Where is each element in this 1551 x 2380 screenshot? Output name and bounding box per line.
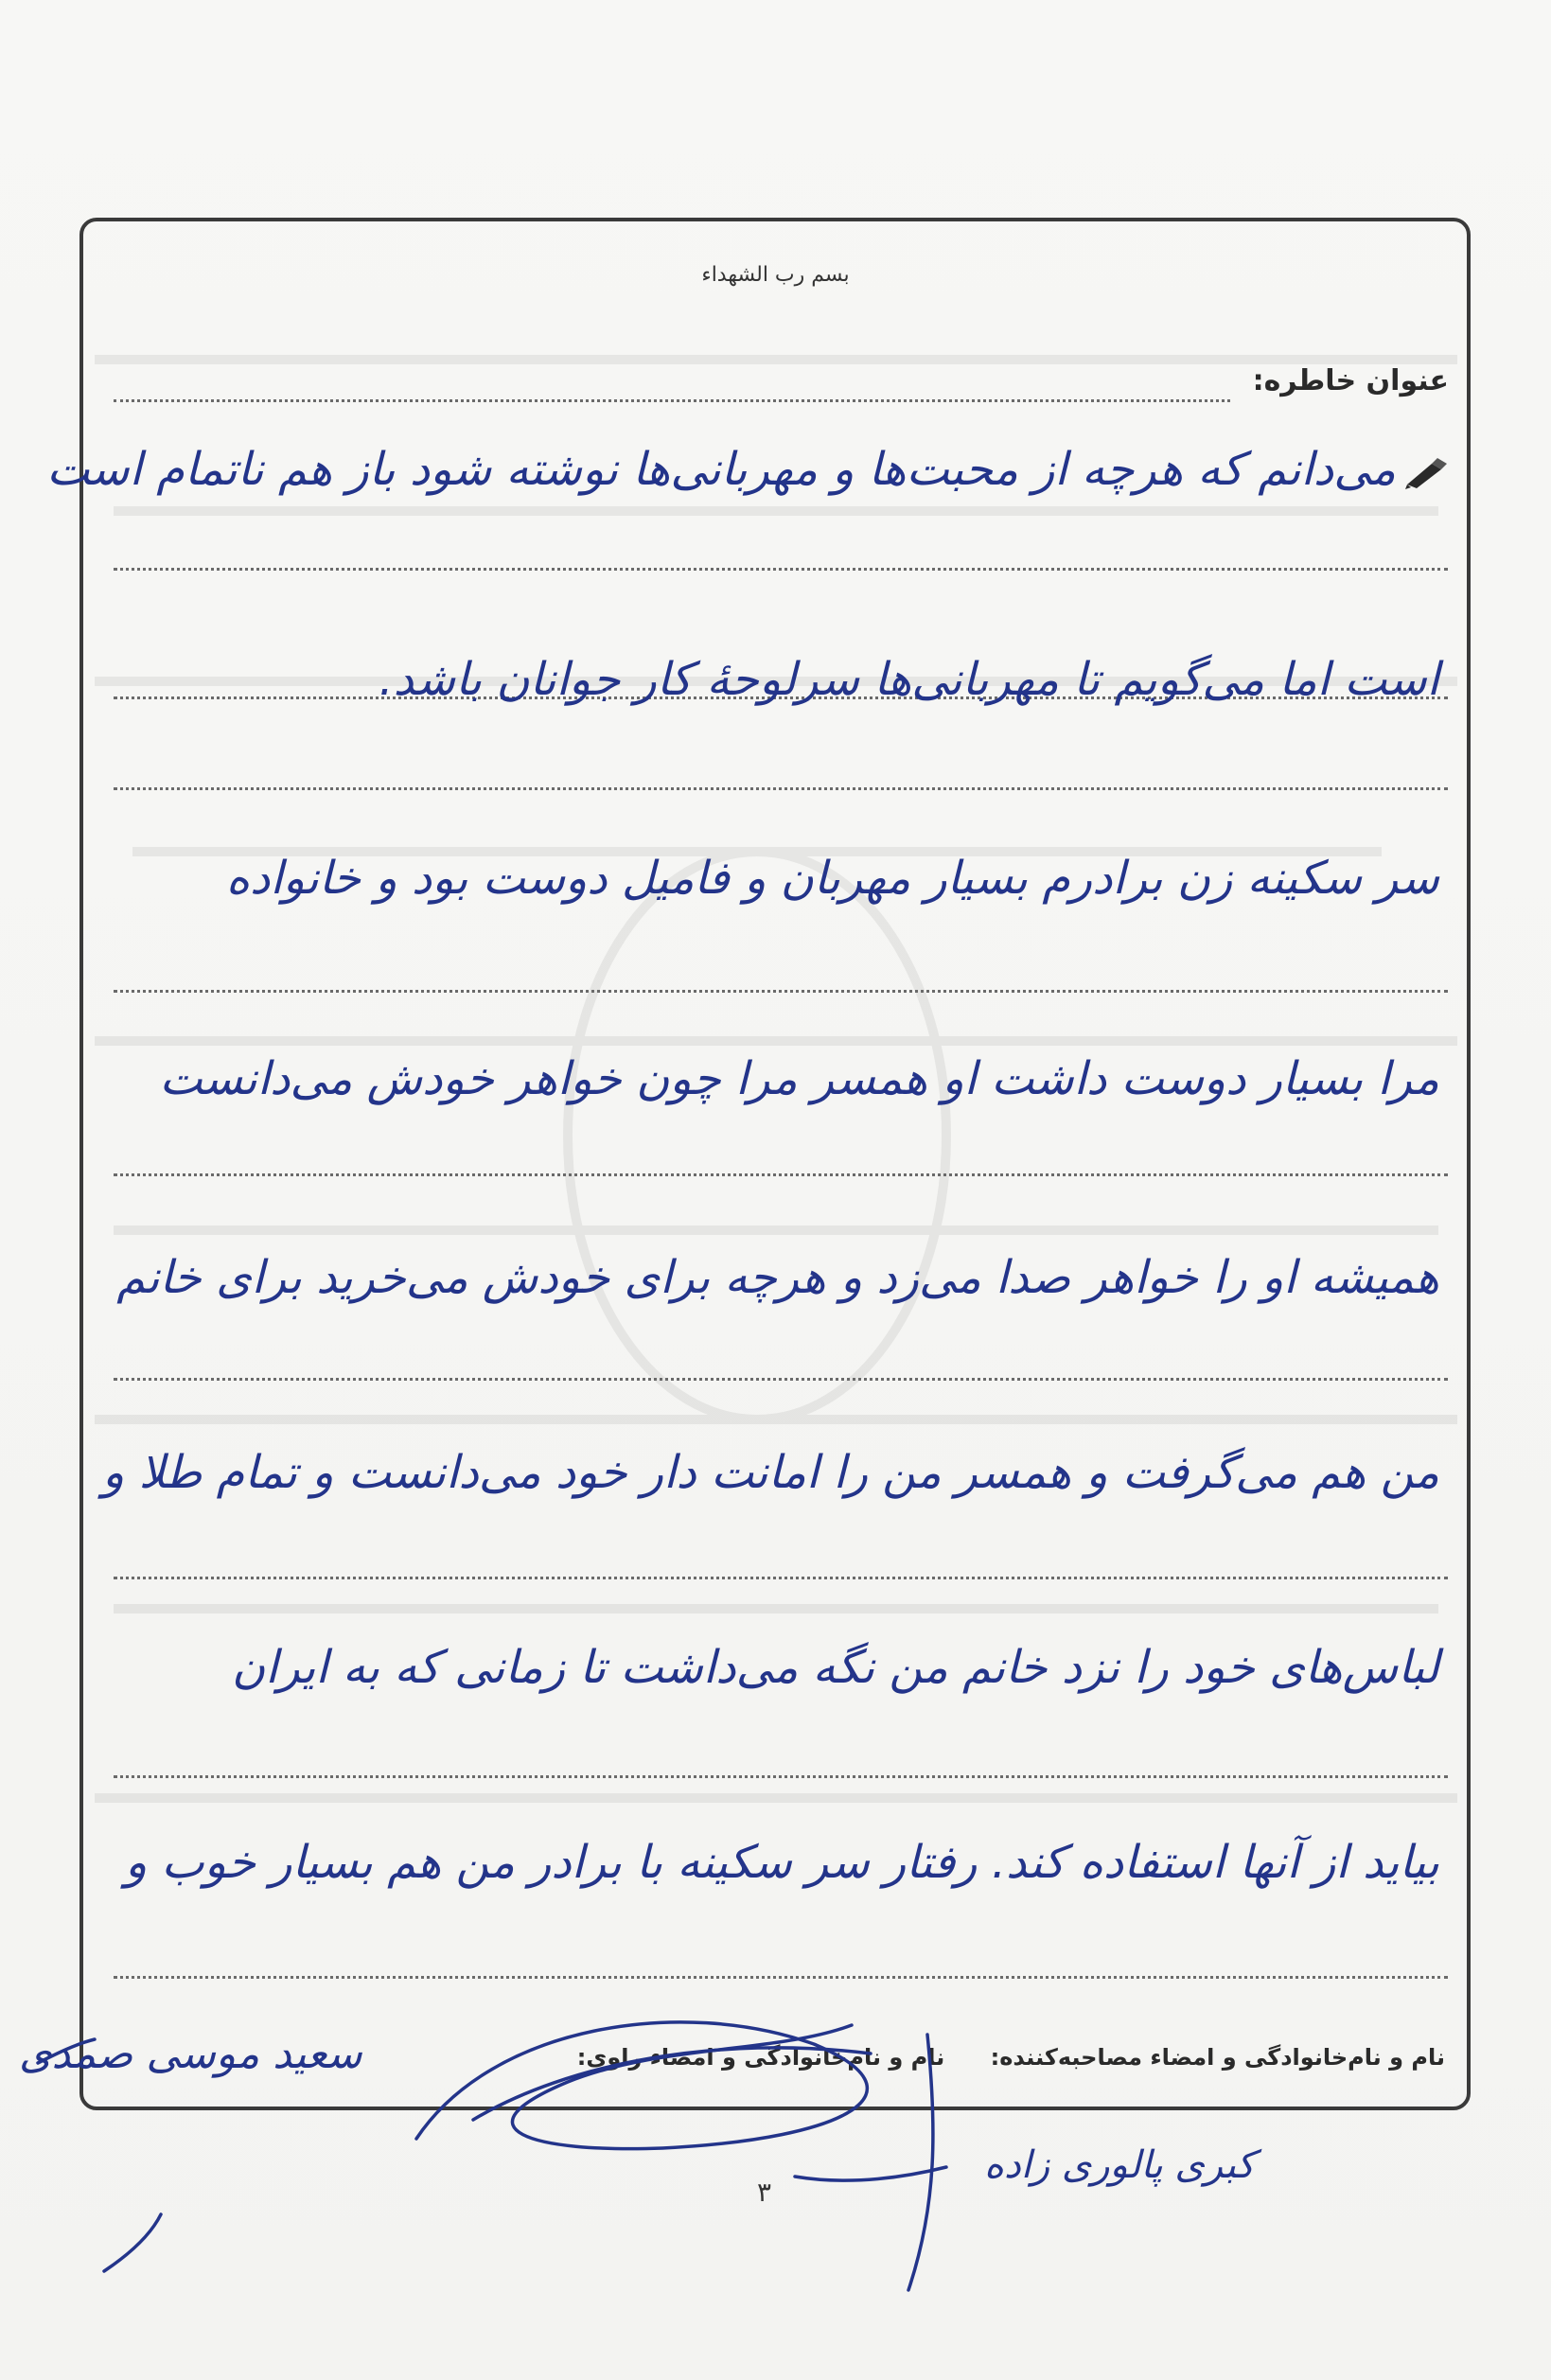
ruled-line [114,568,1448,571]
pencil-icon [1403,456,1449,490]
ruled-line [114,990,1448,993]
ruled-line [114,1976,1448,1979]
ruled-line [114,1173,1448,1176]
title-dotted-line [114,399,1230,402]
signature-labels [539,2044,1445,2071]
narrator-name: سعید موسی صمدی [19,2030,362,2078]
page-number: ۳ [757,2177,772,2208]
handwritten-line: است اما می‌گویم تا مهربانی‌ها سرلوحهٔ کار جوانان باشد. [379,653,1439,706]
ruled-line [114,787,1448,790]
handwritten-line: همیشه او را خواهر صدا می‌زد و هرچه برای خودش می‌خرید برای خانم [116,1251,1439,1304]
handwritten-line: سر سکینه زن برادرم بسیار مهربان و فامیل دوست بود و خانواده [225,852,1439,905]
page-heading: بسم رب الشهداء [701,263,850,287]
handwritten-line: می‌دانم که هرچه از محبت‌ها و مهربانی‌ها نوشته شود باز هم ناتمام است [46,443,1396,496]
interviewer-name: کبری پالوری زاده [984,2143,1255,2187]
memoir-title-label: عنوان خاطره: [1252,364,1449,397]
handwritten-line: من هم می‌گرفت و همسر من را امانت دار خود می‌دانست و تمام طلا و [102,1446,1439,1499]
ruled-line [114,1378,1448,1381]
handwritten-line: بیاید از آنها استفاده کند. رفتار سر سکینه با برادر من هم بسیار خوب و [125,1836,1439,1889]
narrator-label: نام و نام‌خانوادگی و امضاء راوی: [576,2044,945,2071]
handwritten-line: مرا بسیار دوست داشت او همسر مرا چون خواهر خودش می‌دانست [159,1052,1439,1105]
form-border [79,218,1471,2110]
interviewer-label: نام و نام‌خانوادگی و امضاء مصاحبه‌کننده: [990,2044,1445,2071]
ruled-line [114,1775,1448,1778]
ruled-line [114,1577,1448,1579]
handwritten-line: لباس‌های خود را نزد خانم من نگه می‌داشت تا زمانی که به ایران [231,1641,1439,1694]
